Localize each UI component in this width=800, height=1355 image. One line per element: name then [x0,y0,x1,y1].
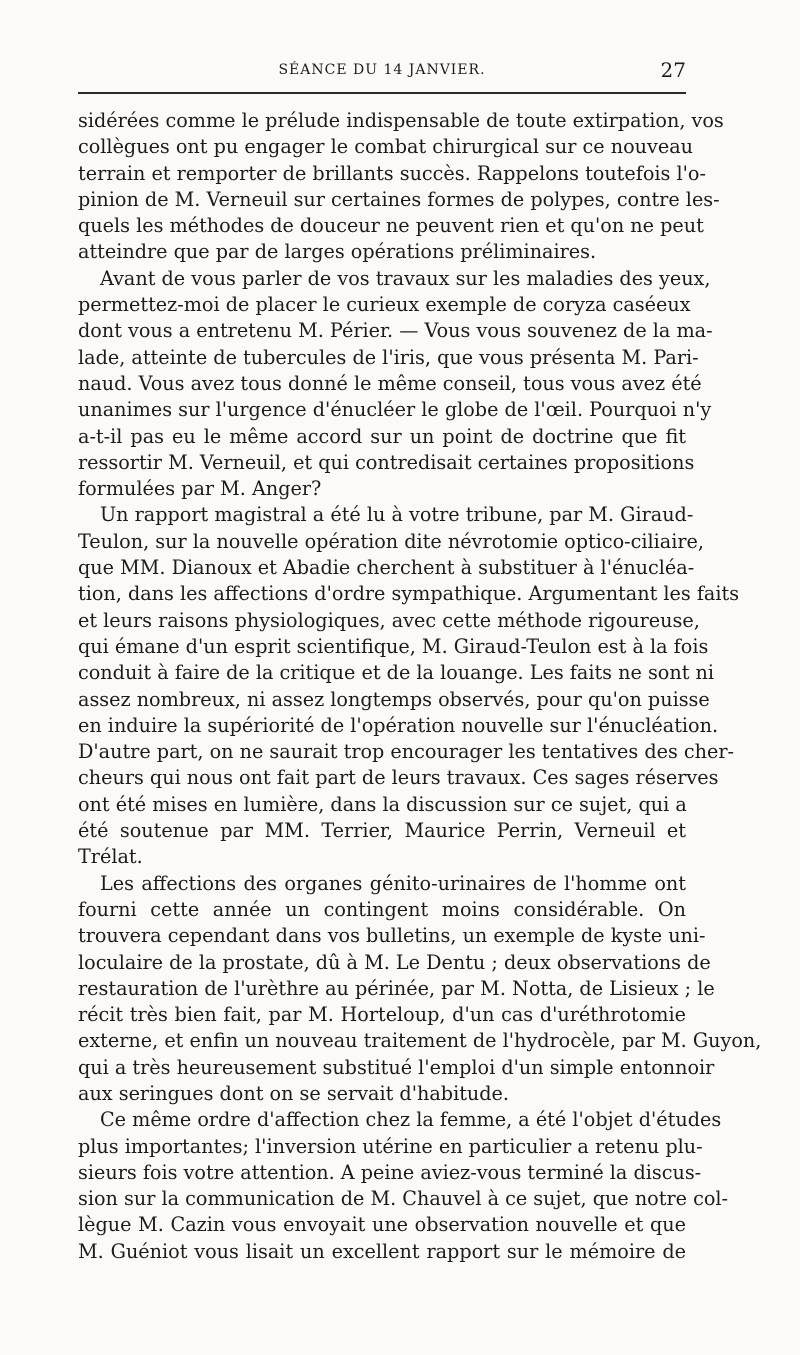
paragraph-first-line: Les affections des organes génito-urinaires de l'homme ont [100,871,686,895]
text-line: fourni cette année un contingent moins considérable. On [78,897,686,921]
text-line: tion, dans les affections d'ordre sympathique. Argumentant les faits [78,582,740,606]
text-line: lade, atteinte de tubercules de l'iris, que vous présenta M. Pari- [78,345,699,369]
text-line: permettez-moi de placer le curieux exemple de coryza caséeux [78,293,691,317]
page-number: 27 [660,58,686,82]
text-line: en induire la supériorité de l'opération nouvelle sur l'énucléation. [78,713,719,737]
text-line: pinion de M. Verneuil sur certaines formes de polypes, contre les- [78,187,720,211]
text-line: conduit à faire de la critique et de la louange. Les faits ne sont ni [78,661,714,685]
text-line: sidérées comme le prélude indispensable de toute extirpation, vos [78,109,724,132]
text-line: quels les méthodes de douceur ne peuvent rien et qu'on ne peut [78,214,704,238]
text-line: restauration de l'urèthre au périnée, par M. Notta, de Lisieux ; le [78,976,715,1000]
text-line: sion sur la communication de M. Chauvel à ce sujet, que notre col- [78,1187,728,1211]
running-head: SÉANCE DU 14 JANVIER. [278,62,486,78]
text-line: qui a très heureusement substitué l'emploi d'un simple entonnoir [78,1055,715,1079]
text-line: unanimes sur l'urgence d'énucléer le globe de l'œil. Pourquoi n'y [78,398,712,422]
text-line: dont vous a entretenu M. Périer. — Vous vous souvenez de la ma- [78,319,713,343]
text-line: externe, et enfin un nouveau traitement de l'hydrocèle, par M. Guyon, [78,1029,762,1053]
text-line: plus importantes; l'inversion utérine en particulier a retenu plu- [78,1134,703,1158]
book-page [78,58,762,1265]
text-line: Teulon, sur la nouvelle opération dite névrotomie optico-ciliaire, [78,529,704,553]
text-line: cheurs qui nous ont fait part de leurs travaux. Ces sages réserves [78,766,719,790]
text-line: formulées par M. Anger? [78,477,322,501]
text-line: naud. Vous avez tous donné le même conseil, tous vous avez été [78,371,702,395]
text-line: que MM. Dianoux et Abadie cherchent à substituer à l'énucléa- [78,556,695,580]
paragraph-first-line: Un rapport magistral a été lu à votre tribune, par M. Giraud- [100,503,694,527]
text-line: qui émane d'un esprit scientifique, M. Giraud-Teulon est à la fois [78,634,709,658]
text-line: récit très bien fait, par M. Horteloup, d'un cas d'uréthrotomie [78,1003,686,1027]
text-line: ressortir M. Verneuil, et qui contredisait certaines propositions [78,450,695,474]
text-line: et leurs raisons physiologiques, avec cette méthode rigoureuse, [78,608,700,632]
text-line: assez nombreux, ni assez longtemps observés, pour qu'on puisse [78,687,710,711]
text-line: aux seringues dont on se servait d'habitude. [78,1081,510,1105]
text-line: ont été mises en lumière, dans la discussion sur ce sujet, qui a [78,792,687,816]
text-line: loculaire de la prostate, dû à M. Le Dentu ; deux observations de [78,950,711,974]
body-text [78,108,762,1265]
text-line: trouvera cependant dans vos bulletins, un exemple de kyste uni- [78,924,706,948]
text-line: lègue M. Cazin vous envoyait une observation nouvelle et que [78,1213,686,1237]
text-line: terrain et remporter de brillants succès. Rappelons toutefois l'o- [78,161,706,185]
text-line: M. Guéniot vous lisait un excellent rapport sur le mémoire de [78,1239,686,1263]
text-line: Trélat. [78,845,143,869]
paragraph-first-line: Ce même ordre d'affection chez la femme, a été l'objet d'études [100,1108,722,1132]
text-line: a-t-il pas eu le même accord sur un point de doctrine que fit [78,424,686,448]
text-line: collègues ont pu engager le combat chirurgical sur ce nouveau [78,135,694,159]
text-line: sieurs fois votre attention. A peine aviez-vous terminé la discus- [78,1160,702,1184]
text-line: D'autre part, on ne saurait trop encourager les tentatives des cher- [78,740,735,764]
paragraph-first-line: Avant de vous parler de vos travaux sur les maladies des yeux, [100,266,711,290]
text-line: été soutenue par MM. Terrier, Maurice Perrin, Verneuil et [78,819,686,843]
page-header [78,58,686,84]
header-rule [78,92,686,94]
text-line: atteindre que par de larges opérations préliminaires. [78,240,597,264]
